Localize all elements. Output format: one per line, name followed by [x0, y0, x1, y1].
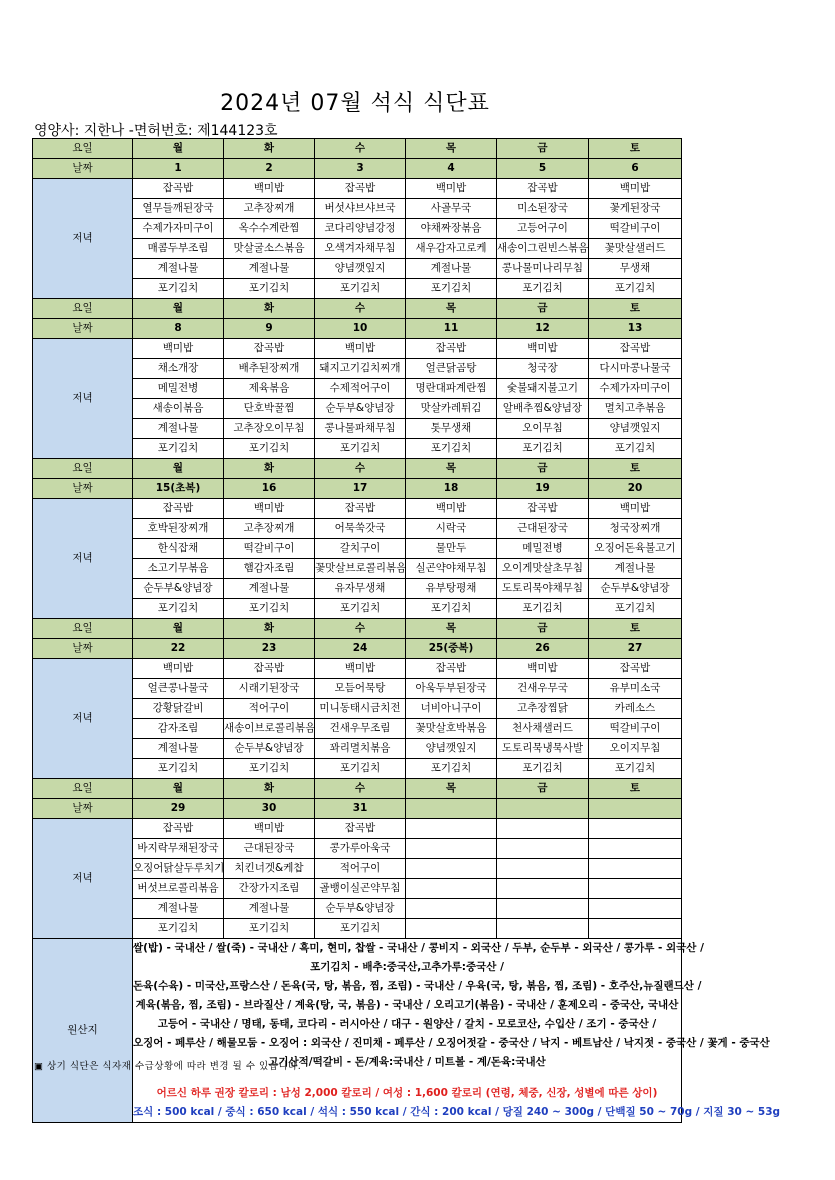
date-cell: 5: [497, 159, 589, 179]
menu-item: 잡곡밥: [224, 659, 315, 679]
menu-item: 잡곡밥: [315, 819, 406, 839]
menu-item: 백미밥: [315, 659, 406, 679]
calorie-note: 어르신 하루 권장 칼로리 : 남성 2,000 칼로리 / 여성 : 1,600 칼로리 (연령, 체중, 신장, 성별에 따른 상이): [156, 1087, 658, 1099]
date-label: 날짜: [33, 639, 133, 659]
menu-item: 갈치구이: [315, 539, 406, 559]
menu-item: 청국장찌개: [589, 519, 682, 539]
menu-item: 순두부&양념장: [224, 739, 315, 759]
menu-item: 계절나물: [406, 259, 497, 279]
date-cell: [589, 799, 682, 819]
menu-item: 새송이볶음: [133, 399, 224, 419]
weekday-row: [33, 779, 682, 799]
menu-item: [406, 899, 497, 919]
footer-note: ▣ 상기 식단은 식자재 수급상황에 따라 변경 될 수 있습니다.: [34, 1061, 302, 1072]
weekday-cell: 수: [315, 139, 406, 159]
weekday-cell: 금: [497, 779, 589, 799]
menu-item: [497, 899, 589, 919]
menu-item: 코다리양념강정: [315, 219, 406, 239]
weekday-label: 요일: [33, 459, 133, 479]
menu-item: 아욱두부된장국: [406, 679, 497, 699]
date-cell: 9: [224, 319, 315, 339]
date-cell: 27: [589, 639, 682, 659]
menu-item: 근대된장국: [497, 519, 589, 539]
menu-item: 시래기된장국: [224, 679, 315, 699]
menu-item: 얼큰콩나물국: [133, 679, 224, 699]
menu-item: 콩나물미나리무침: [497, 259, 589, 279]
menu-item: [589, 839, 682, 859]
menu-item: 꽃맛살샐러드: [589, 239, 682, 259]
menu-item: 꽃맛살브로콜리볶음: [315, 559, 406, 579]
menu-item: 한식잡채: [133, 539, 224, 559]
origin-info: [133, 939, 781, 1123]
weekday-cell: 토: [589, 299, 682, 319]
menu-item: 계절나물: [133, 739, 224, 759]
menu-item: 콩가루아욱국: [315, 839, 406, 859]
weekday-label: 요일: [33, 619, 133, 639]
date-row: [33, 319, 682, 339]
menu-item: 잡곡밥: [224, 339, 315, 359]
menu-item: 적어구이: [224, 699, 315, 719]
date-cell: 2: [224, 159, 315, 179]
weekday-row: [33, 619, 682, 639]
menu-item: 백미밥: [589, 499, 682, 519]
menu-item: 잡곡밥: [589, 659, 682, 679]
meal-label: 저녁: [33, 339, 133, 459]
nutrition-note: 조식 : 500 kcal / 중식 : 650 kcal / 석식 : 550 kcal / 간식 : 200 kcal / 당질 240 ~ 300g / 단백질 50 ~ 70g / 지질 30 ~ 53g: [133, 1106, 781, 1118]
menu-item: 돼지고기김치찌개: [315, 359, 406, 379]
menu-item: 오징어돈육불고기: [589, 539, 682, 559]
menu-item: 유자무생채: [315, 579, 406, 599]
menu-item: 소고기무볶음: [133, 559, 224, 579]
menu-item: 양념깻잎지: [315, 259, 406, 279]
menu-item: 적어구이: [315, 859, 406, 879]
menu-item: 포기김치: [133, 439, 224, 459]
menu-item: 포기김치: [589, 439, 682, 459]
origin-line: 포기김치 - 배추:중국산,고추가루:중국산 /: [310, 961, 504, 973]
weekday-cell: 수: [315, 779, 406, 799]
weekday-cell: 화: [224, 779, 315, 799]
weekday-cell: 토: [589, 459, 682, 479]
menu-item: 순두부&양념장: [133, 579, 224, 599]
meal-label: 저녁: [33, 179, 133, 299]
menu-item: 제육볶음: [224, 379, 315, 399]
menu-item: [406, 839, 497, 859]
menu-item: 새송이그린빈스볶음: [497, 239, 589, 259]
weekday-row: [33, 459, 682, 479]
menu-row: [33, 659, 682, 679]
menu-item: [497, 819, 589, 839]
weekday-cell: 목: [406, 299, 497, 319]
date-cell: 23: [224, 639, 315, 659]
menu-item: 어묵쑥갓국: [315, 519, 406, 539]
date-cell: 20: [589, 479, 682, 499]
weekday-cell: 목: [406, 139, 497, 159]
menu-item: [497, 919, 589, 939]
menu-item: [589, 879, 682, 899]
menu-item: 포기김치: [315, 279, 406, 299]
menu-item: 건새우무국: [497, 679, 589, 699]
menu-item: 멸치고추볶음: [589, 399, 682, 419]
menu-item: 포기김치: [133, 279, 224, 299]
menu-item: 백미밥: [497, 339, 589, 359]
date-cell: 1: [133, 159, 224, 179]
menu-item: 숯불돼지불고기: [497, 379, 589, 399]
date-row: [33, 639, 682, 659]
weekday-cell: 수: [315, 299, 406, 319]
menu-item: 수제가자미구이: [589, 379, 682, 399]
menu-item: [497, 879, 589, 899]
date-label: 날짜: [33, 159, 133, 179]
menu-item: 맛살굴소스볶음: [224, 239, 315, 259]
menu-item: 너비아니구이: [406, 699, 497, 719]
menu-item: 근대된장국: [224, 839, 315, 859]
menu-item: 계절나물: [133, 419, 224, 439]
menu-item: 계절나물: [224, 259, 315, 279]
menu-item: 계절나물: [224, 579, 315, 599]
weekday-cell: 수: [315, 619, 406, 639]
menu-item: 백미밥: [589, 179, 682, 199]
weekday-cell: 목: [406, 619, 497, 639]
weekday-cell: 월: [133, 619, 224, 639]
menu-item: 열무들깨된장국: [133, 199, 224, 219]
menu-item: 도토리묵야채무침: [497, 579, 589, 599]
weekday-cell: 화: [224, 139, 315, 159]
menu-item: 잡곡밥: [497, 179, 589, 199]
date-cell: 12: [497, 319, 589, 339]
date-cell: 15(초복): [133, 479, 224, 499]
menu-item: 포기김치: [406, 439, 497, 459]
date-cell: 24: [315, 639, 406, 659]
menu-item: 잡곡밥: [133, 179, 224, 199]
menu-item: 떡갈비구이: [224, 539, 315, 559]
menu-row: [33, 499, 682, 519]
weekday-row: [33, 139, 682, 159]
origin-line: 고기산적/떡갈비 - 돈/계육:국내산 / 미트볼 - 계/돈육:국내산: [268, 1056, 546, 1068]
menu-item: 야채짜장볶음: [406, 219, 497, 239]
menu-item: 포기김치: [315, 919, 406, 939]
page-title: 2024년 07월 석식 식단표: [220, 91, 490, 116]
origin-line: 오징어 - 페루산 / 해물모둠 - 오징어 : 외국산 / 진미채 - 페루산 / 오징어젓갈 - 중국산 / 낙지 - 베트남산 / 낙지젓 - 중국산 / 꽃게 - 중국산: [133, 1037, 770, 1049]
menu-item: 백미밥: [224, 499, 315, 519]
menu-item: 떡갈비구이: [589, 219, 682, 239]
menu-item: 포기김치: [406, 279, 497, 299]
menu-item: 잡곡밥: [406, 659, 497, 679]
menu-item: 미소된장국: [497, 199, 589, 219]
date-cell: 26: [497, 639, 589, 659]
weekday-cell: 화: [224, 459, 315, 479]
menu-item: 잡곡밥: [589, 339, 682, 359]
menu-item: 다시마콩나물국: [589, 359, 682, 379]
menu-item: 오징어닭살두루치기: [133, 859, 224, 879]
menu-item: 고추장찌개: [224, 519, 315, 539]
weekday-cell: 금: [497, 139, 589, 159]
menu-item: 호박된장찌개: [133, 519, 224, 539]
menu-item: 유부미소국: [589, 679, 682, 699]
menu-item: 백미밥: [133, 339, 224, 359]
menu-item: 계절나물: [133, 259, 224, 279]
weekday-cell: 금: [497, 299, 589, 319]
menu-item: [406, 819, 497, 839]
menu-item: 채소개장: [133, 359, 224, 379]
menu-item: 간장가지조림: [224, 879, 315, 899]
menu-item: [406, 919, 497, 939]
menu-item: 무생채: [589, 259, 682, 279]
menu-item: 포기김치: [224, 759, 315, 779]
menu-item: 계절나물: [224, 899, 315, 919]
date-label: 날짜: [33, 479, 133, 499]
menu-item: 청국장: [497, 359, 589, 379]
menu-item: 알배추찜&양념장: [497, 399, 589, 419]
menu-item: 강황닭갈비: [133, 699, 224, 719]
date-cell: 18: [406, 479, 497, 499]
menu-item: 포기김치: [589, 599, 682, 619]
menu-item: 고추장찌개: [224, 199, 315, 219]
menu-item: [406, 879, 497, 899]
menu-item: [589, 899, 682, 919]
menu-item: 잡곡밥: [315, 499, 406, 519]
weekday-cell: 금: [497, 459, 589, 479]
weekday-cell: 월: [133, 299, 224, 319]
menu-item: 도토리묵냉묵사발: [497, 739, 589, 759]
weekday-cell: 월: [133, 139, 224, 159]
dietitian-info: 영양사: 지한나 -면허번호: 제144123호: [34, 123, 278, 139]
menu-row: [33, 819, 682, 839]
menu-item: [589, 859, 682, 879]
menu-item: 백미밥: [497, 659, 589, 679]
date-cell: 11: [406, 319, 497, 339]
menu-item: 포기김치: [497, 279, 589, 299]
menu-item: 포기김치: [406, 599, 497, 619]
menu-item: 포기김치: [224, 599, 315, 619]
menu-table: [32, 138, 781, 1123]
weekday-cell: 화: [224, 299, 315, 319]
meal-label: 저녁: [33, 659, 133, 779]
menu-item: 백미밥: [224, 179, 315, 199]
meal-label: 저녁: [33, 499, 133, 619]
origin-line: 고등어 - 국내산 / 명태, 동태, 코다리 - 러시아산 / 대구 - 원양산 / 갈치 - 모로코산, 수입산 / 조기 - 중국산 /: [157, 1018, 657, 1030]
date-cell: 16: [224, 479, 315, 499]
origin-line: 계육(볶음, 찜, 조림) - 브라질산 / 계육(탕, 국, 볶음) - 국내산 / 오리고기(볶음) - 국내산 / 훈제오리 - 중국산, 국내산: [135, 999, 679, 1011]
menu-item: 배추된장찌개: [224, 359, 315, 379]
menu-item: 콩나물파채무침: [315, 419, 406, 439]
weekday-cell: 토: [589, 619, 682, 639]
menu-item: 감자조림: [133, 719, 224, 739]
weekday-cell: 수: [315, 459, 406, 479]
menu-item: 바지락무채된장국: [133, 839, 224, 859]
menu-item: 치킨너겟&케찹: [224, 859, 315, 879]
menu-item: 꽈리멸치볶음: [315, 739, 406, 759]
menu-item: [589, 819, 682, 839]
weekday-label: 요일: [33, 139, 133, 159]
menu-item: 포기김치: [133, 759, 224, 779]
menu-item: 잡곡밥: [406, 339, 497, 359]
date-cell: 22: [133, 639, 224, 659]
date-cell: 19: [497, 479, 589, 499]
menu-item: 오이게맛살초무침: [497, 559, 589, 579]
menu-item: 포기김치: [497, 439, 589, 459]
menu-item: 포기김치: [224, 439, 315, 459]
menu-item: 고등어구이: [497, 219, 589, 239]
menu-item: 모듬어묵탕: [315, 679, 406, 699]
date-row: [33, 479, 682, 499]
date-row: [33, 799, 682, 819]
menu-item: 오이무침: [497, 419, 589, 439]
menu-item: 고추장찜닭: [497, 699, 589, 719]
menu-item: 백미밥: [315, 339, 406, 359]
menu-item: 백미밥: [406, 179, 497, 199]
menu-item: 물만두: [406, 539, 497, 559]
menu-item: 매콤두부조림: [133, 239, 224, 259]
weekday-label: 요일: [33, 299, 133, 319]
menu-item: 버섯샤브샤브국: [315, 199, 406, 219]
menu-item: 백미밥: [133, 659, 224, 679]
menu-item: 골뱅이실곤약무침: [315, 879, 406, 899]
origin-section: [33, 939, 781, 1123]
menu-item: 포기김치: [133, 919, 224, 939]
menu-item: 꽃맛살호박볶음: [406, 719, 497, 739]
menu-item: 계절나물: [589, 559, 682, 579]
menu-item: 포기김치: [315, 759, 406, 779]
date-label: 날짜: [33, 799, 133, 819]
date-cell: [497, 799, 589, 819]
menu-item: 단호박꿀찜: [224, 399, 315, 419]
menu-item: 포기김치: [589, 279, 682, 299]
weekday-label: 요일: [33, 779, 133, 799]
menu-item: 새송이브로콜리볶음: [224, 719, 315, 739]
menu-item: 옥수수계란찜: [224, 219, 315, 239]
date-label: 날짜: [33, 319, 133, 339]
menu-item: 오색겨자채무침: [315, 239, 406, 259]
origin-line: 쌀(밥) - 국내산 / 쌀(죽) - 국내산 / 흑미, 현미, 찹쌀 - 국내산 / 콩비지 - 외국산 / 두부, 순두부 - 외국산 / 콩가루 - 외국산 /: [133, 942, 704, 954]
date-cell: 30: [224, 799, 315, 819]
date-cell: 8: [133, 319, 224, 339]
menu-item: 포기김치: [497, 599, 589, 619]
menu-item: 순두부&양념장: [315, 399, 406, 419]
menu-item: 명란대파계란찜: [406, 379, 497, 399]
menu-item: 잡곡밥: [133, 499, 224, 519]
menu-row: [33, 179, 682, 199]
menu-item: 포기김치: [315, 439, 406, 459]
menu-item: 포기김치: [133, 599, 224, 619]
menu-row: [33, 339, 682, 359]
menu-item: [497, 859, 589, 879]
weekday-row: [33, 299, 682, 319]
menu-item: 수제가자미구이: [133, 219, 224, 239]
menu-table-body: [33, 139, 682, 939]
weekday-cell: 금: [497, 619, 589, 639]
menu-item: 시락국: [406, 519, 497, 539]
menu-item: 사골무국: [406, 199, 497, 219]
menu-item: 햄감자조림: [224, 559, 315, 579]
date-cell: 25(중복): [406, 639, 497, 659]
date-cell: [406, 799, 497, 819]
menu-item: 고추장오이무침: [224, 419, 315, 439]
menu-item: 포기김치: [589, 759, 682, 779]
menu-item: 버섯브로콜리볶음: [133, 879, 224, 899]
origin-row: [33, 939, 682, 1123]
menu-item: 얼큰닭곰탕: [406, 359, 497, 379]
date-cell: 6: [589, 159, 682, 179]
date-cell: 17: [315, 479, 406, 499]
weekday-cell: 화: [224, 619, 315, 639]
menu-item: [406, 859, 497, 879]
menu-item: 순두부&양념장: [315, 899, 406, 919]
weekday-cell: 월: [133, 779, 224, 799]
menu-item: [497, 839, 589, 859]
menu-item: 미니동태시금치전: [315, 699, 406, 719]
menu-item: 새우감자고로케: [406, 239, 497, 259]
menu-item: 톳무생채: [406, 419, 497, 439]
origin-label: 원산지: [33, 939, 133, 1123]
weekday-cell: 목: [406, 779, 497, 799]
menu-item: 메밀전병: [497, 539, 589, 559]
menu-item: 포기김치: [497, 759, 589, 779]
weekday-cell: 목: [406, 459, 497, 479]
menu-item: 잡곡밥: [133, 819, 224, 839]
origin-line: 돈육(수육) - 미국산,프랑스산 / 돈육(국, 탕, 볶음, 찜, 조림) - 국내산 / 우육(국, 탕, 볶음, 찜, 조림) - 호주산,뉴질랜드산 /: [133, 980, 702, 992]
date-cell: 3: [315, 159, 406, 179]
menu-item: 계절나물: [133, 899, 224, 919]
date-cell: 31: [315, 799, 406, 819]
menu-item: 맛살카레튀김: [406, 399, 497, 419]
menu-item: 오이지무침: [589, 739, 682, 759]
menu-item: 유부탕평채: [406, 579, 497, 599]
date-cell: 10: [315, 319, 406, 339]
menu-item: 수제적어구이: [315, 379, 406, 399]
menu-item: 꽃게된장국: [589, 199, 682, 219]
menu-item: 천사채샐러드: [497, 719, 589, 739]
menu-item: 떡갈비구이: [589, 719, 682, 739]
weekday-cell: 월: [133, 459, 224, 479]
meal-label: 저녁: [33, 819, 133, 939]
weekday-cell: 토: [589, 139, 682, 159]
weekday-cell: 토: [589, 779, 682, 799]
menu-item: 양념깻잎지: [589, 419, 682, 439]
menu-item: [589, 919, 682, 939]
menu-item: 포기김치: [224, 919, 315, 939]
menu-item: 카레소스: [589, 699, 682, 719]
menu-item: 포기김치: [315, 599, 406, 619]
date-cell: 4: [406, 159, 497, 179]
date-cell: 29: [133, 799, 224, 819]
menu-item: 건새우무조림: [315, 719, 406, 739]
menu-item: 메밀전병: [133, 379, 224, 399]
menu-item: 양념깻잎지: [406, 739, 497, 759]
menu-item: 잡곡밥: [497, 499, 589, 519]
menu-item: 포기김치: [406, 759, 497, 779]
menu-item: 순두부&양념장: [589, 579, 682, 599]
menu-item: 포기김치: [224, 279, 315, 299]
menu-item: 실곤약야채무침: [406, 559, 497, 579]
date-cell: 13: [589, 319, 682, 339]
menu-item: 잡곡밥: [315, 179, 406, 199]
date-row: [33, 159, 682, 179]
menu-item: 백미밥: [406, 499, 497, 519]
menu-item: 백미밥: [224, 819, 315, 839]
